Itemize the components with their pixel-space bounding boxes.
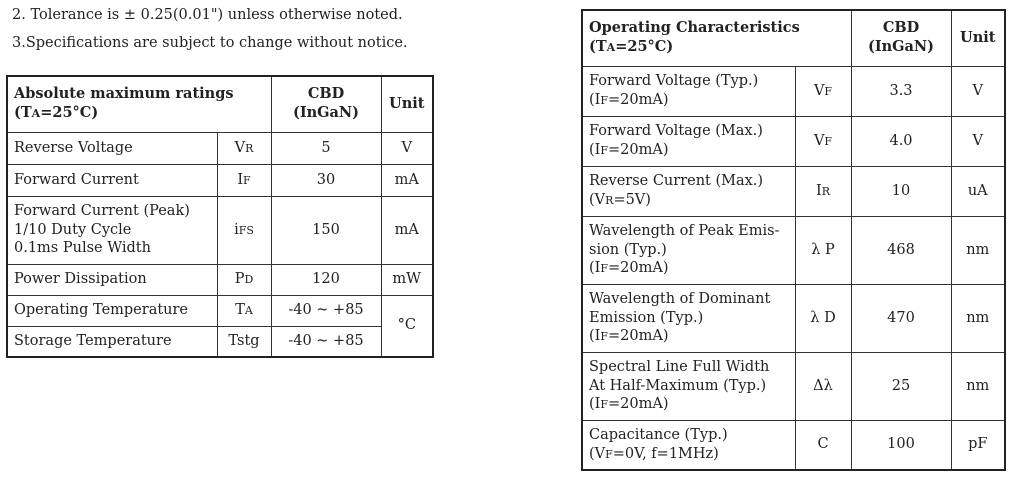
param-cell: Forward Current (Peak) 1/10 Duty Cycle 0.1ms Pulse Width bbox=[7, 196, 217, 264]
value-cell: 150 bbox=[271, 196, 381, 264]
table-row bbox=[582, 166, 1005, 216]
table-row bbox=[582, 116, 1005, 166]
param-cell: Operating Temperature bbox=[7, 295, 217, 326]
param-cell: Reverse Current (Max.) (VR=5V) bbox=[582, 166, 795, 216]
table-title: Absolute maximum ratings bbox=[14, 85, 234, 103]
table-row bbox=[7, 326, 433, 357]
table-row bbox=[7, 295, 433, 326]
table-row bbox=[582, 352, 1005, 420]
table-condition: (TA=25°C) bbox=[14, 104, 99, 122]
table-row bbox=[7, 264, 433, 295]
symbol-cell: λ P bbox=[795, 216, 851, 284]
unit-cell: mA bbox=[381, 196, 433, 264]
table-row bbox=[7, 196, 433, 264]
symbol-cell: Tstg bbox=[217, 326, 271, 357]
symbol-cell: λ D bbox=[795, 284, 851, 352]
absolute-max-ratings-table bbox=[6, 75, 434, 358]
header-cbd-cell: CBD (InGaN) bbox=[271, 76, 381, 132]
param-cell: Wavelength of Peak Emis- sion (Typ.) (IF=20mA) bbox=[582, 216, 795, 284]
param-cell: Power Dissipation bbox=[7, 264, 217, 295]
unit-cell: nm bbox=[951, 284, 1005, 352]
table-header-row bbox=[582, 10, 1005, 66]
unit-cell: V bbox=[951, 66, 1005, 116]
param-cell: Capacitance (Typ.) (VF=0V, f=1MHz) bbox=[582, 420, 795, 470]
param-cell: Spectral Line Full Width At Half-Maximum (Typ.) (IF=20mA) bbox=[582, 352, 795, 420]
table-row bbox=[582, 66, 1005, 116]
symbol-cell: IF bbox=[217, 164, 271, 196]
note-tolerance: 2. Tolerance is ± 0.25(0.01") unless otherwise noted. bbox=[12, 7, 403, 23]
value-cell: 468 bbox=[851, 216, 951, 284]
header-parameter-cell bbox=[7, 76, 271, 132]
param-cell: Forward Current bbox=[7, 164, 217, 196]
unit-cell: pF bbox=[951, 420, 1005, 470]
value-cell: 3.3 bbox=[851, 66, 951, 116]
value-cell: 100 bbox=[851, 420, 951, 470]
symbol-cell: VF bbox=[795, 66, 851, 116]
header-parameter-cell bbox=[582, 10, 851, 66]
value-cell: 470 bbox=[851, 284, 951, 352]
unit-cell: mA bbox=[381, 164, 433, 196]
unit-cell: uA bbox=[951, 166, 1005, 216]
value-cell: 10 bbox=[851, 166, 951, 216]
symbol-cell: IR bbox=[795, 166, 851, 216]
value-cell: 120 bbox=[271, 264, 381, 295]
operating-characteristics-table bbox=[581, 9, 1006, 471]
unit-cell: V bbox=[381, 132, 433, 164]
param-cell: Reverse Voltage bbox=[7, 132, 217, 164]
symbol-cell: TA bbox=[217, 295, 271, 326]
value-cell: 5 bbox=[271, 132, 381, 164]
value-cell: -40 ~ +85 bbox=[271, 326, 381, 357]
value-cell: -40 ~ +85 bbox=[271, 295, 381, 326]
symbol-cell: C bbox=[795, 420, 851, 470]
table-condition: (TA=25°C) bbox=[589, 38, 674, 56]
table-title: Operating Characteristics bbox=[589, 19, 800, 37]
table-row bbox=[582, 284, 1005, 352]
value-cell: 4.0 bbox=[851, 116, 951, 166]
unit-cell: V bbox=[951, 116, 1005, 166]
table-row bbox=[7, 164, 433, 196]
symbol-cell: VR bbox=[217, 132, 271, 164]
header-unit-cell: Unit bbox=[381, 76, 433, 132]
unit-cell: nm bbox=[951, 352, 1005, 420]
value-cell: 30 bbox=[271, 164, 381, 196]
symbol-cell: VF bbox=[795, 116, 851, 166]
unit-cell: °C bbox=[381, 295, 433, 357]
table-header-row bbox=[7, 76, 433, 132]
param-cell: Wavelength of Dominant Emission (Typ.) (IF=20mA) bbox=[582, 284, 795, 352]
unit-cell: mW bbox=[381, 264, 433, 295]
symbol-cell: PD bbox=[217, 264, 271, 295]
unit-cell: nm bbox=[951, 216, 1005, 284]
param-cell: Forward Voltage (Typ.) (IF=20mA) bbox=[582, 66, 795, 116]
param-cell: Storage Temperature bbox=[7, 326, 217, 357]
header-cbd-cell: CBD (InGaN) bbox=[851, 10, 951, 66]
note-specifications: 3.Specifications are subject to change without notice. bbox=[12, 35, 408, 51]
symbol-cell: iFS bbox=[217, 196, 271, 264]
param-cell: Forward Voltage (Max.) (IF=20mA) bbox=[582, 116, 795, 166]
header-unit-cell: Unit bbox=[951, 10, 1005, 66]
symbol-cell: Δλ bbox=[795, 352, 851, 420]
table-row bbox=[7, 132, 433, 164]
table-row bbox=[582, 216, 1005, 284]
table-row bbox=[582, 420, 1005, 470]
value-cell: 25 bbox=[851, 352, 951, 420]
